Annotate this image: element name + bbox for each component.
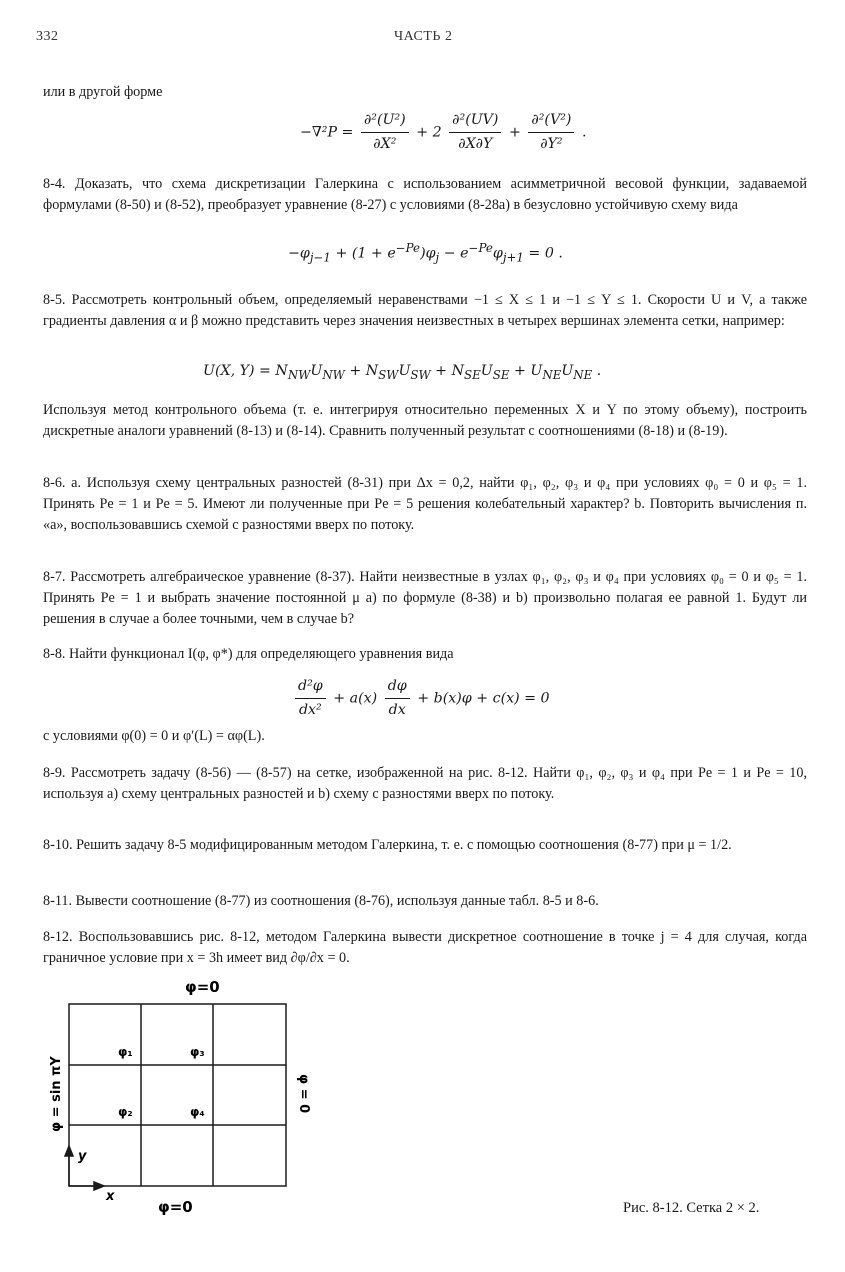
- node-phi2: φ₂: [118, 1105, 133, 1119]
- velocity-interpolation-equation: U(X, $Y) = N_{NW}U_{NW} + N_{SW}U_{SW} + N_{SE}U_{SE} + U_{NE}U_{NE}$ .: [203, 363, 602, 382]
- y-axis-label: y: [78, 1149, 87, 1164]
- bottom-boundary-label: φ=0: [158, 1198, 193, 1216]
- node-phi4: φ₄: [190, 1105, 205, 1119]
- pressure-equation: −∇²P = $\frac{\text{∂²(U²)}}{\text{∂X²}}$ + 2 $\frac{\text{∂²(UV)}}{\partial X\partial Y}$ + $\frac{\text{∂²(V²)}}{\text{∂Y²}}$ .: [300, 110, 586, 155]
- problem-8-5: 8-5. Рассмотреть контрольный объем, определяемый неравенствами −1 ≤ X ≤ 1 и −1 ≤ Y ≤ 1. Скорости U и V, а также градиенты давления α и β можно представить через значения неизвестных в четырех вершинах элемента сетки, например:: [43, 292, 807, 329]
- problem-8-5-continued: Используя метод контрольного объема (т. е. интегрируя относительно переменных X и Y по этому объему), построить дискретные аналоги уравнений (8-13) и (8-14). Сравнить полученный результат с соотношениями (8-18) и (8-19).: [43, 402, 807, 439]
- problem-8-8-conditions: с условиями φ(0) = 0 и φ′(L) = αφ(L).: [43, 728, 265, 744]
- problem-8-8: 8-8. Найти функционал I(φ, φ*) для определяющего уравнения вида: [43, 646, 454, 662]
- problem-8-10: 8-10. Решить задачу 8-5 модифицированным методом Галеркина, т. е. с помощью соотношения (8-77) при μ = 1/2.: [43, 837, 732, 853]
- right-boundary-label: φ = 0: [296, 1074, 311, 1114]
- node-phi3: φ₃: [190, 1045, 205, 1059]
- eq1-op2: +: [508, 124, 521, 141]
- problem-8-9: 8-9. Рассмотреть задачу (8-56) — (8-57) на сетке, изображенной на рис. 8-12. Найти φ₁, φ₂, φ₃ и φ₄ при Pe = 1 и Pe = 10, используя a) схему центральных разностей и b) схему с разностями вверх по потоку.: [43, 765, 807, 802]
- intro-text: или в другой форме: [43, 84, 163, 100]
- problem-8-4: 8-4. Доказать, что схема дискретизации Галеркина с использованием асимметричной весовой функции, задаваемой формулами (8-50) и (8-52), преобразует уравнение (8-27) с условиями (8-28a) в безусловно устойчивую схему вида: [43, 176, 807, 213]
- left-boundary-label: φ = sin πY: [49, 1056, 64, 1132]
- eq1-term3: $\frac{\text{∂²(V²)}}{\text{∂Y²}}$: [528, 110, 574, 155]
- page-number: 332: [36, 29, 59, 44]
- problem-8-11: 8-11. Вывести соотношение (8-77) из соотношения (8-76), используя данные табл. 8-5 и 8-6.: [43, 893, 599, 909]
- eq1-term2: $\frac{\text{∂²(UV)}}{\partial X\partial Y}$: [449, 110, 501, 155]
- eq1-term1: $\frac{\text{∂²(U²)}}{\text{∂X²}}$: [361, 110, 409, 155]
- governing-equation: $\frac{\text{d²φ}}{\text{dx²}}$ + a(x) $\frac{d\varphi}{dx}$ + b(x)φ + c(x) = 0: [292, 676, 550, 721]
- top-boundary-label: φ=0: [185, 978, 220, 996]
- eq1-op1: + 2: [416, 124, 442, 141]
- problem-8-12: 8-12. Воспользовавшись рис. 8-12, методом Галеркина вывести дискретное соотношение в точке j = 4 для случая, когда граничное условие при x = 3h имеет вид ∂φ/∂x = 0.: [43, 929, 807, 966]
- grid-figure: [40, 972, 340, 1222]
- problem-8-7: 8-7. Рассмотреть алгебраическое уравнение (8-37). Найти неизвестные в узлах φ₁, φ₂, φ₃ и φ₄ при условиях φ₀ = 0 и φ₅ = 1. Принять Pe = 1 и выбрать значение постоянной μ a) по формуле (8-38) и b) произвольно полагая ее равной 1. Будут ли решения в случае a более точными, чем в случае b?: [43, 569, 807, 627]
- galerkin-scheme-equation: $-\varphi_{j-1} + (1 + e^{-Pe})\varphi_j - e^{-Pe}\varphi_{j+1} = 0$ .: [288, 241, 563, 265]
- x-axis-label: x: [106, 1189, 115, 1204]
- figure-caption: Рис. 8-12. Сетка 2 × 2.: [623, 1200, 760, 1216]
- node-phi1: φ₁: [118, 1045, 133, 1059]
- grid-lines: [69, 1004, 286, 1186]
- problem-8-6: 8-6. a. Используя схему центральных разностей (8-31) при Δx = 0,2, найти φ₁, φ₂, φ₃ и φ₄ при условиях φ₀ = 0 и φ₅ = 1. Принять Pe = 1 и Pe = 5. Имеют ли полученные при Pe = 5 решения колебательный характер? b. Повторить вычисления п. «a», воспользовавшись схемой с разностями вверх по потоку.: [43, 475, 807, 533]
- running-head: ЧАСТЬ 2: [394, 29, 453, 44]
- eq1-lhs: −∇²P =: [300, 124, 354, 141]
